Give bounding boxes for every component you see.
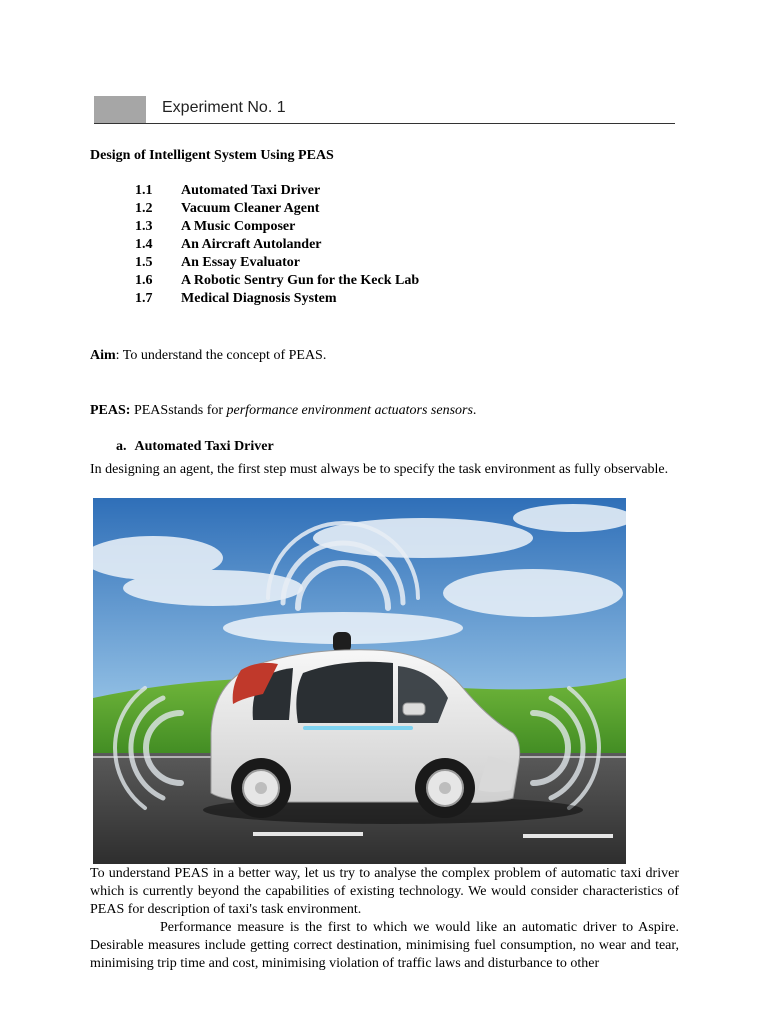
aim-label: Aim <box>90 348 116 363</box>
list-item <box>135 218 419 236</box>
list-item-label: A Robotic Sentry Gun for the Keck Lab <box>181 273 420 288</box>
subsection-title: Automated Taxi Driver <box>134 439 274 454</box>
aim-text: : To understand the concept of PEAS. <box>115 348 327 363</box>
car-window <box>296 662 393 723</box>
list-item <box>135 254 419 272</box>
list-item-number: 1.3 <box>135 219 153 234</box>
peas-expansion: performance environment actuators sensors <box>226 403 473 418</box>
list-item-number: 1.2 <box>135 201 153 216</box>
subsection-letter: a. <box>116 439 127 454</box>
section-title: Design of Intelligent System Using PEAS <box>90 148 334 163</box>
peas-label: PEAS: <box>90 403 131 418</box>
header-divider <box>94 123 675 124</box>
experiment-title: Experiment No. 1 <box>162 99 286 116</box>
list-item-number: 1.4 <box>135 237 153 252</box>
list-item <box>135 236 419 254</box>
self-driving-car-illustration <box>93 498 626 864</box>
list-item <box>135 272 419 290</box>
side-mirror <box>403 703 425 715</box>
list-item-label: Automated Taxi Driver <box>181 183 321 198</box>
list-item-label: Medical Diagnosis System <box>181 291 337 306</box>
list-item <box>135 182 419 200</box>
accent-strip <box>303 726 413 730</box>
lane-marking <box>523 834 613 838</box>
analysis-text-1: To understand PEAS in a better way, let us try to analyse the complex problem of automatic taxi driver which is currently beyond the capabilities of existing technology. We would consider characteristics of PEAS for description of taxi's task environment. <box>90 866 679 917</box>
list-item-number: 1.7 <box>135 291 153 306</box>
list-item-label: An Essay Evaluator <box>181 255 301 270</box>
header-block <box>94 96 146 124</box>
intro-paragraph: In designing an agent, the first step must always be to specify the task environment as fully observable. <box>90 462 669 477</box>
lane-marking <box>253 832 363 836</box>
list-item-number: 1.6 <box>135 273 153 288</box>
list-item <box>135 200 419 218</box>
list-item-number: 1.5 <box>135 255 153 270</box>
car-illustration-svg <box>93 498 626 864</box>
peas-end: . <box>472 403 477 418</box>
peas-text: PEASstands for <box>130 403 227 418</box>
analysis-paragraph <box>90 865 679 973</box>
experiment-list <box>135 182 419 308</box>
list-item <box>135 290 419 308</box>
list-item-number: 1.1 <box>135 183 153 198</box>
roof-sensor <box>333 632 351 652</box>
analysis-text-2: Performance measure is the first to which we would like an automatic driver to Aspire. Desirable measures include getting correct destination, minimising fuel consumption, no wear and tear, minimising trip time and cost, minimising violation of traffic laws and disturbance to other <box>90 920 679 971</box>
list-item-label: An Aircraft Autolander <box>181 237 322 252</box>
subsection-heading <box>116 439 274 455</box>
list-item-label: Vacuum Cleaner Agent <box>181 201 320 216</box>
aim-statement <box>90 348 326 364</box>
list-item-label: A Music Composer <box>181 219 296 234</box>
peas-definition <box>90 403 476 419</box>
